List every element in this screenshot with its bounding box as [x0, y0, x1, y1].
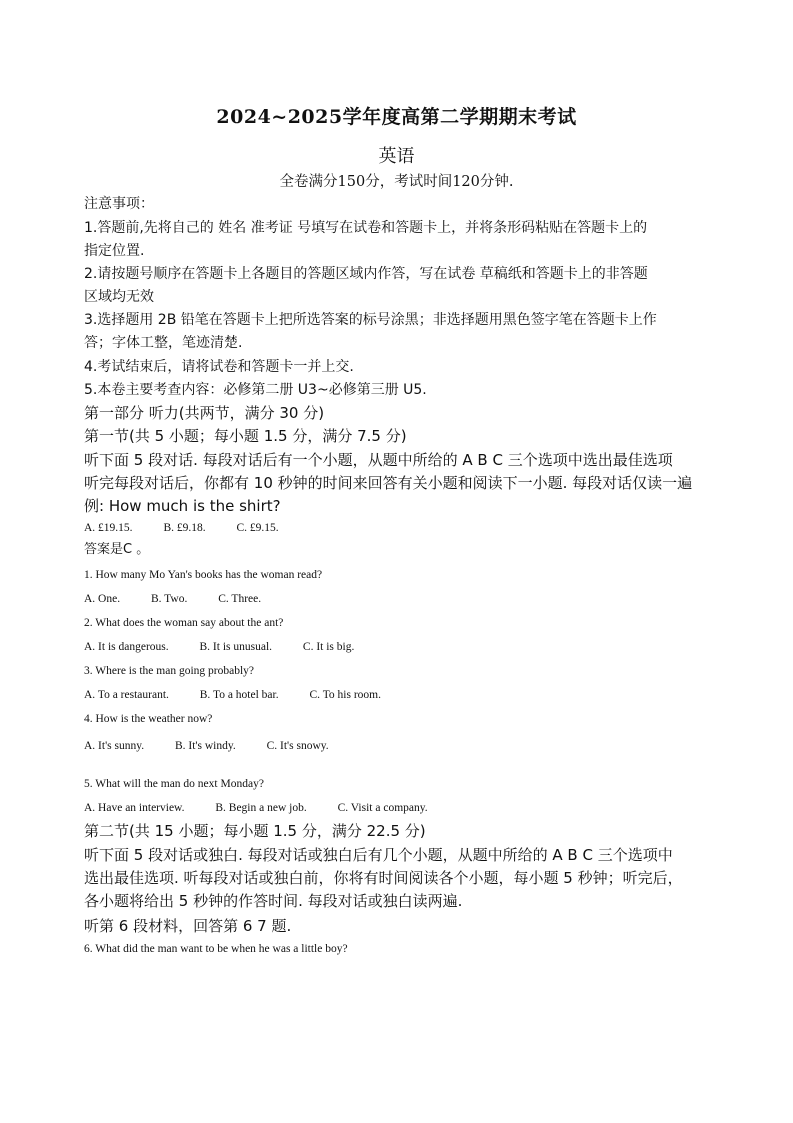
section2-instruction-2: 选出最佳选项. 听每段对话或独白前，你将有时间阅读各个小题，每小题 5 秒钟；听完后， [84, 869, 683, 887]
option-a: A. To a restaurant. [84, 689, 169, 701]
section2-instruction-3: 各小题将给出 5 秒钟的作答时间. 每段对话或独白读两遍. [84, 892, 463, 910]
notice-line-4: 4.考试结束后，请将试卷和答题卡一并上交. [84, 359, 354, 375]
option-b: B. Begin a new job. [215, 802, 307, 814]
option-b: B. It is unusual. [199, 641, 273, 653]
option-a: A. One. [84, 593, 121, 605]
notice-line-2b: 区域均无效 [84, 289, 154, 305]
question-3-options [84, 689, 409, 703]
option-c: C. It's snowy. [266, 740, 329, 752]
option-a: A. It is dangerous. [84, 641, 169, 653]
section1-instruction-1: 听下面 5 段对话. 每段对话后有一个小题，从题中所给的 A B C 三个选项中选出最佳选项 [84, 451, 673, 469]
question-4: 4. How is the weather now? [84, 713, 213, 725]
option-c: C. Visit a company. [337, 802, 428, 814]
notice-line-3b: 答；字体工整，笔迹清楚. [84, 335, 243, 351]
example-options [84, 522, 307, 536]
material-6-heading: 听第 6 段材料，回答第 6 7 题. [84, 917, 292, 935]
example-option-a: A. £19.15. [84, 522, 133, 534]
option-a: A. It's sunny. [84, 740, 145, 752]
example-option-b: B. £9.18. [163, 522, 206, 534]
question-3: 3. Where is the man going probably? [84, 665, 255, 677]
notice-line-1: 1.答题前,先将自己的 姓名 准考证 号填写在试卷和答题卡上，并将条形码粘贴在答题卡上的 [84, 220, 648, 236]
example-question: 例: How much is the shirt? [84, 497, 281, 515]
example-answer: 答案是C 。 [84, 542, 150, 557]
notice-heading: 注意事项： [84, 196, 154, 212]
section1-heading: 第一节(共 5 小题；每小题 1.5 分，满分 7.5 分) [84, 427, 407, 445]
subject-title: 英语 [378, 146, 415, 167]
option-c: C. To his room. [309, 689, 381, 701]
option-c: C. Three. [218, 593, 262, 605]
notice-line-1b: 指定位置. [84, 243, 145, 259]
option-a: A. Have an interview. [84, 802, 185, 814]
section1-instruction-2: 听完每段对话后，你都有 10 秒钟的时间来回答有关小题和阅读下一小题. 每段对话仅读一遍 [84, 474, 693, 492]
notice-line-2: 2.请按题号顺序在答题卡上各题目的答题区域内作答，写在试卷 草稿纸和答题卡上的非答题 [84, 266, 648, 282]
score-line: 全卷满分150分，考试时间120分钟. [279, 174, 514, 190]
question-1: 1. How many Mo Yan's books has the woman read? [84, 569, 323, 581]
option-c: C. It is big. [302, 641, 355, 653]
question-6: 6. What did the man want to be when he was a little boy? [84, 943, 348, 955]
example-option-c: C. £9.15. [236, 522, 279, 534]
question-5: 5. What will the man do next Monday? [84, 778, 264, 790]
question-2: 2. What does the woman say about the ant? [84, 617, 284, 629]
exam-title: 2024~2025学年度高第二学期期末考试 [216, 106, 577, 128]
option-b: B. Two. [150, 593, 188, 605]
question-2-options [84, 641, 382, 655]
question-5-options [84, 802, 456, 816]
part1-heading: 第一部分 听力(共两节，满分 30 分) [84, 404, 325, 422]
notice-line-5: 5.本卷主要考查内容：必修第二册 U3~必修第三册 U5. [84, 382, 427, 398]
notice-line-3: 3.选择题用 2B 铅笔在答题卡上把所选答案的标号涂黑；非选择题用黑色签字笔在答题卡上作 [84, 312, 657, 328]
question-4-options [84, 740, 357, 754]
question-1-options [84, 593, 289, 607]
option-b: B. To a hotel bar. [199, 689, 279, 701]
section2-heading: 第二节(共 15 小题；每小题 1.5 分，满分 22.5 分) [84, 822, 426, 840]
section2-instruction-1: 听下面 5 段对话或独白. 每段对话或独白后有几个小题，从题中所给的 A B C 三个选项中 [84, 846, 673, 864]
option-b: B. It's windy. [174, 740, 236, 752]
